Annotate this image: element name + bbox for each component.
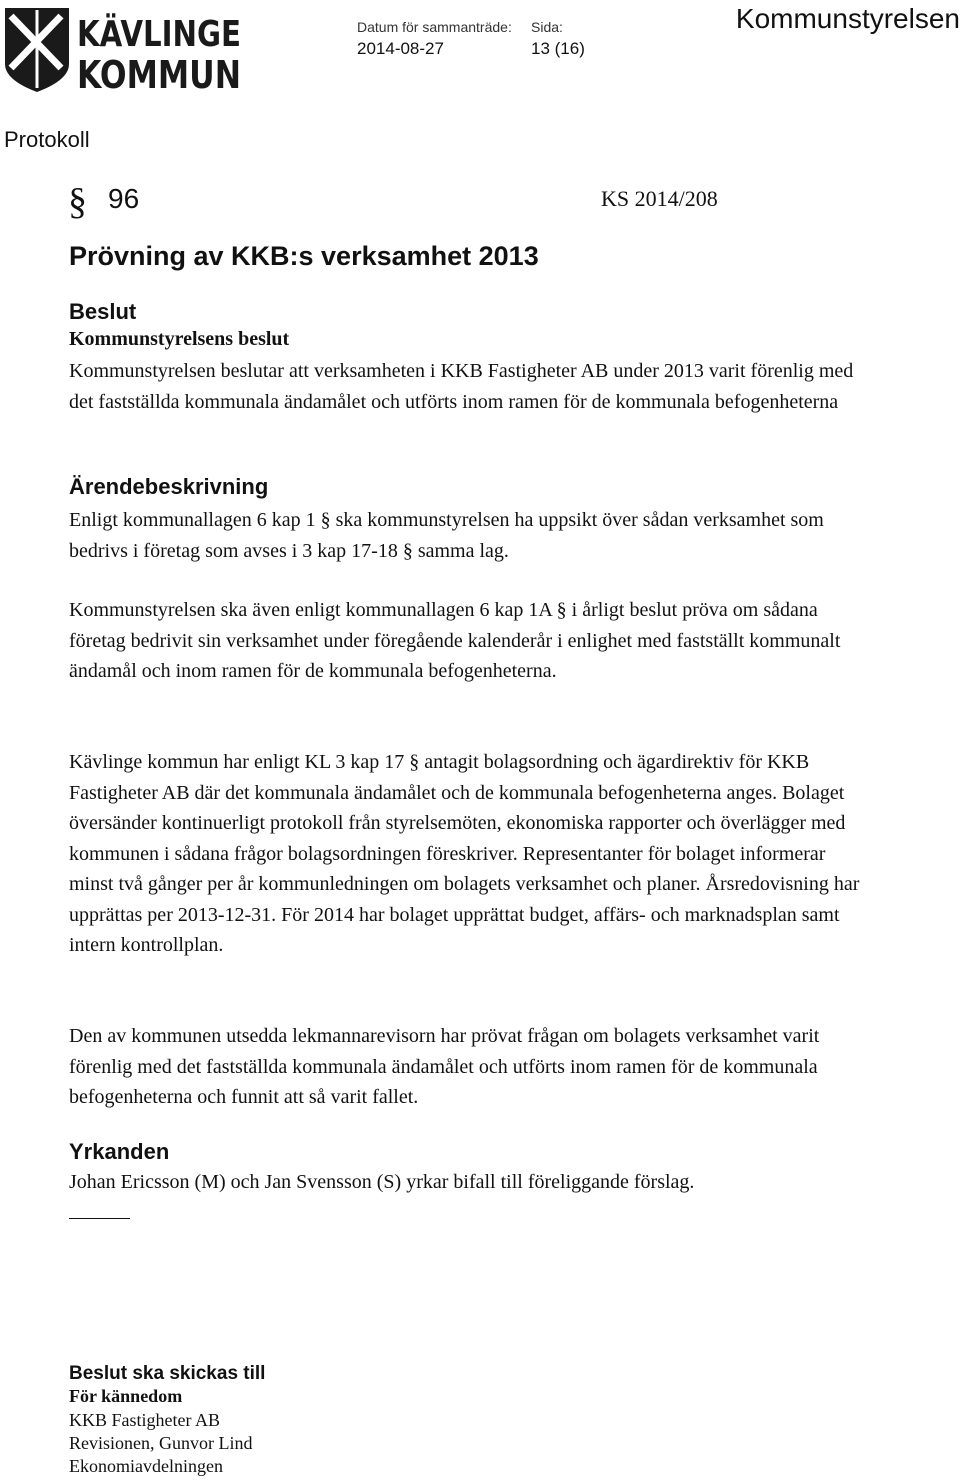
recipient-item: Ekonomiavdelningen <box>69 1456 223 1476</box>
arende-paragraph-1: Enligt kommunallagen 6 kap 1 § ska kommunstyrelsen ha uppsikt över sådan verksamhet som bedrivs i företag som avses i 3 kap 17-18 § samma lag. <box>69 509 824 562</box>
yrkanden-heading: Yrkanden <box>69 1139 170 1164</box>
section-sign: § <box>68 181 87 223</box>
distribution-heading: Beslut ska skickas till <box>69 1363 266 1384</box>
yrkanden-text: Johan Ericsson (M) och Jan Svensson (S) yrkar bifall till föreliggande förslag. <box>69 1171 695 1193</box>
recipient-item: Revisionen, Gunvor Lind <box>69 1433 253 1453</box>
page-label: Sida: <box>531 19 563 35</box>
page-number: 13 (16) <box>531 39 585 58</box>
logo-shield-icon <box>3 6 279 97</box>
divider <box>69 1218 130 1219</box>
beslut-text: Kommunstyrelsen beslutar att verksamheten i KKB Fastigheter AB under 2013 varit förenlig med det fastställda kommunala ändamålet och utförts inom ramen för de kommunala befogenheterna <box>69 360 854 413</box>
arende-paragraph-4: Den av kommunen utsedda lekmannarevisorn har prövat frågan om bolagets verksamhet varit förenlig med det fastställda kommunala ändamålet och utförts inom ramen för de kommunala befogenheterna och funnit att så varit fallet. <box>69 1025 820 1108</box>
document-type: Protokoll <box>4 127 90 152</box>
meeting-date-label: Datum för sammanträde: <box>357 19 512 35</box>
beslut-heading: Beslut <box>69 299 137 324</box>
logo-line1: KÄVLINGE <box>77 14 279 55</box>
logo-line2: KOMMUN <box>77 53 241 97</box>
distribution-subheading: För kännedom <box>69 1386 183 1406</box>
page-title: Prövning av KKB:s verksamhet 2013 <box>69 241 539 271</box>
beslut-subheading: Kommunstyrelsens beslut <box>69 328 290 350</box>
committee-name: Kommunstyrelsen <box>735 3 960 34</box>
recipient-item: KKB Fastigheter AB <box>69 1410 220 1430</box>
municipality-logo <box>3 6 279 97</box>
arende-paragraph-3: Kävlinge kommun har enligt KL 3 kap 17 § antagit bolagsordning och ägardirektiv för KKB Fastigheter AB där det kommunala ändamålet och de kommunala befogenheterna anges. Bolaget översänder kontinuerligt protokoll från styrelsemöten, ekonomiska rapporter och överlägger med kommunen i sådana frågor bolagsordningen föreskriver. Representanter för bolaget informerar minst två gånger per år kommunledningen om bolagets verksamhet och planer. Årsredovisning har upprättas per 2013-12-31. För 2014 har bolaget upprättat budget, affärs- och marknadsplan samt intern kontrollplan. <box>69 751 860 956</box>
case-number: KS 2014/208 <box>601 186 718 211</box>
arende-heading: Ärendebeskrivning <box>69 474 269 499</box>
arende-paragraph-2: Kommunstyrelsen ska även enligt kommunallagen 6 kap 1A § i årligt beslut pröva om sådana företag bedrivit sin verksamhet under föregående kalenderår i enlighet med fastställt kommunalt ändamål och inom ramen för de kommunala befogenheterna. <box>69 599 841 682</box>
meeting-date: 2014-08-27 <box>357 39 444 58</box>
paragraph-number: 96 <box>108 183 140 214</box>
